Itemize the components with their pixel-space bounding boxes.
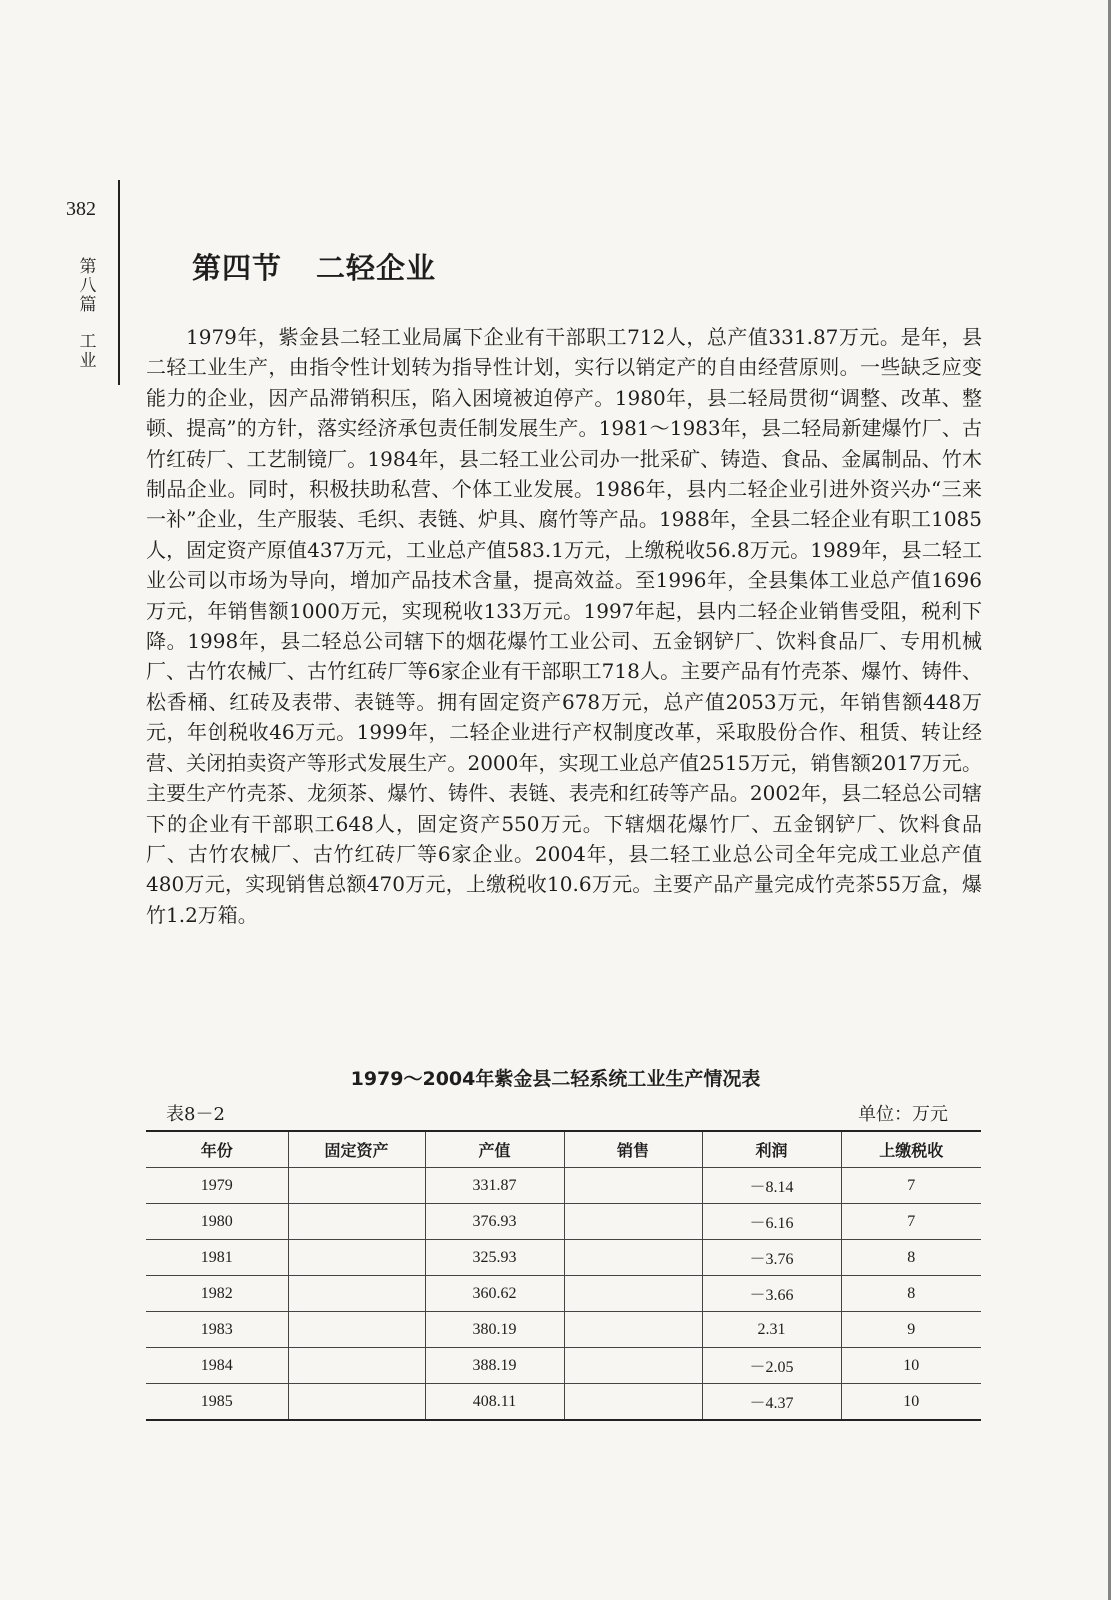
cell-fixed-assets [288, 1276, 425, 1312]
column-header-fixed-assets: 固定资产 [288, 1131, 425, 1168]
table-row [146, 1312, 981, 1348]
cell-profit: －4.37 [702, 1384, 841, 1421]
cell-profit: 2.31 [702, 1312, 841, 1348]
cell-sales [564, 1312, 702, 1348]
cell-output-value: 376.93 [425, 1204, 564, 1240]
cell-year: 1982 [200, 1284, 233, 1302]
cell-fixed-assets [288, 1348, 425, 1384]
cell-fixed-assets [288, 1312, 425, 1348]
running-header-topic: 工业 [79, 332, 97, 371]
section-name: 二轻企业 [316, 251, 437, 285]
margin-divider [118, 180, 120, 385]
table-row [146, 1384, 981, 1421]
cell-profit: －8.14 [702, 1168, 841, 1204]
cell-tax: 7 [841, 1204, 981, 1240]
body-paragraph: 1979年，紫金县二轻工业局属下企业有干部职工712人，总产值331.87万元。是年，县二轻工业生产，由指令性计划转为指导性计划，实行以销定产的自由经营原则。一些缺乏应变能力的企业，因产品滞销积压，陷入困境被迫停产。1980年，县二轻局贯彻“调整、改革、整顿、提高”的方针，落实经济承包责任制发展生产。1981～1983年，县二轻局新建爆竹厂、古竹红砖厂、工艺制镜厂。1984年，县二轻工业公司办一批采矿、铸造、食品、金属制品、竹木制品企业。同时，积极扶助私营、个体工业发展。1986年，县内二轻企业引进外资兴办“三来一补”企业，生产服装、毛织、表链、炉具、腐竹等产品。1988年，全县二轻企业有职工1085人，固定资产原值437万元，工业总产值583.1万元，上缴税收56.8万元。1989年，县二轻工业公司以市场为导向，增加产品技术含量，提高效益。至1996年，全县集体工业总产值1696万元，年销售额1000万元，实现税收133万元。1997年起，县内二轻企业销售受阻，税利下降。1998年，县二轻总公司辖下的烟花爆竹工业公司、五金钢铲厂、饮料食品厂、专用机械厂、古竹农械厂、古竹红砖厂等6家企业有干部职工718人。主要产品有竹壳茶、爆竹、铸件、松香桶、红砖及表带、表链等。拥有固定资产678万元，总产值2053万元，年销售额448万元，年创税收46万元。1999年，二轻企业进行产权制度改革，采取股份合作、租赁、转让经营、关闭拍卖资产等形式发展生产。2000年，实现工业总产值2515万元，销售额2017万元。主要生产竹壳茶、龙须茶、爆竹、铸件、表链、表壳和红砖等产品。2002年，县二轻总公司辖下的企业有干部职工648人，固定资产550万元。下辖烟花爆竹厂、五金钢铲厂、饮料食品厂、古竹农械厂、古竹红砖厂等6家企业。2004年，县二轻工业总公司全年完成工业总产值480万元，实现销售总额470万元，上缴税收10.6万元。主要产品产量完成竹壳茶55万盒，爆竹1.2万箱。 [146, 325, 982, 927]
cell-year: 1979 [200, 1176, 233, 1194]
cell-tax: 10 [841, 1384, 981, 1421]
cell-fixed-assets [288, 1240, 425, 1276]
cell-sales [564, 1276, 702, 1312]
cell-year: 1983 [200, 1320, 233, 1338]
table-unit: 单位：万元 [858, 1104, 948, 1125]
cell-tax: 8 [841, 1276, 981, 1312]
production-table [146, 1130, 981, 1421]
cell-output-value: 408.11 [425, 1384, 564, 1421]
column-header-profit: 利润 [702, 1131, 841, 1168]
section-title [192, 246, 436, 287]
cell-year: 1980 [200, 1212, 233, 1230]
cell-sales [564, 1240, 702, 1276]
column-header-sales: 销售 [564, 1131, 702, 1168]
cell-output-value: 360.62 [425, 1276, 564, 1312]
cell-tax: 9 [841, 1312, 981, 1348]
column-header-tax: 上缴税收 [841, 1131, 981, 1168]
cell-profit: －3.76 [702, 1240, 841, 1276]
cell-output-value: 331.87 [425, 1168, 564, 1204]
cell-year: 1985 [200, 1392, 233, 1410]
column-header-year: 年份 [200, 1141, 233, 1160]
section-number: 第四节 [192, 251, 283, 285]
table-row [146, 1348, 981, 1384]
table-row [146, 1240, 981, 1276]
cell-tax: 8 [841, 1240, 981, 1276]
table-row [146, 1168, 981, 1204]
cell-sales [564, 1348, 702, 1384]
cell-fixed-assets [288, 1204, 425, 1240]
cell-fixed-assets [288, 1168, 425, 1204]
running-header [76, 258, 100, 371]
cell-sales [564, 1204, 702, 1240]
cell-tax: 7 [841, 1168, 981, 1204]
cell-fixed-assets [288, 1384, 425, 1421]
cell-output-value: 388.19 [425, 1348, 564, 1384]
cell-sales [564, 1168, 702, 1204]
column-header-output-value: 产值 [425, 1131, 564, 1168]
table-number: 表8－2 [166, 1104, 225, 1125]
cell-profit: －6.16 [702, 1204, 841, 1240]
table-header-row [146, 1131, 981, 1168]
cell-output-value: 380.19 [425, 1312, 564, 1348]
cell-sales [564, 1384, 702, 1421]
table-title: 1979～2004年紫金县二轻系统工业生产情况表 [350, 1068, 761, 1090]
page-number: 382 [66, 198, 96, 220]
cell-year: 1981 [200, 1248, 233, 1266]
cell-year: 1984 [200, 1356, 233, 1374]
table-row [146, 1276, 981, 1312]
cell-profit: －3.66 [702, 1276, 841, 1312]
table-row [146, 1204, 981, 1240]
running-header-part: 第八篇 [79, 257, 97, 315]
cell-profit: －2.05 [702, 1348, 841, 1384]
cell-output-value: 325.93 [425, 1240, 564, 1276]
cell-tax: 10 [841, 1348, 981, 1384]
